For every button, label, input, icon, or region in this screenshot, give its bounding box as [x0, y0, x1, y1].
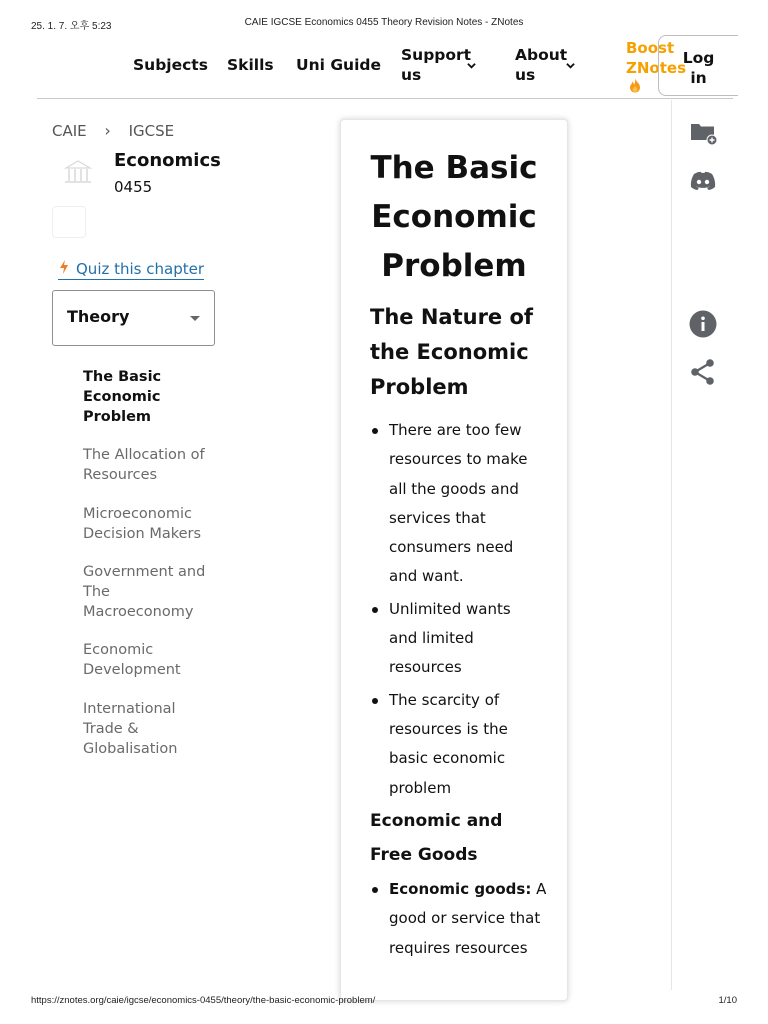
chapter-label-line: Trade & [83, 721, 139, 737]
notes-content-card [340, 119, 568, 1001]
login-button[interactable] [658, 35, 738, 96]
chapter-label-line: Problem [83, 409, 152, 425]
login-line2: in [690, 69, 707, 87]
print-title: CAIE IGCSE Economics 0455 Theory Revision Notes - ZNotes [244, 17, 524, 28]
text-line: and limited [389, 629, 474, 648]
chapter-item-government-macroeconomy[interactable] [83, 562, 213, 622]
top-nav [37, 35, 733, 99]
heading-line: Economic and [370, 811, 503, 831]
print-header [0, 17, 768, 31]
text-line: resources to make [389, 450, 528, 469]
breadcrumb-separator-icon: › [104, 121, 111, 140]
heading-line: Free Goods [370, 845, 478, 865]
bolt-icon [58, 260, 70, 274]
page-title [341, 144, 567, 291]
chapter-label-line: Macroeconomy [83, 604, 194, 620]
list-item [370, 595, 550, 683]
page-title-line: The Basic [370, 150, 538, 186]
chapter-item-allocation-of-resources[interactable] [83, 445, 213, 485]
breadcrumb [52, 121, 174, 140]
print-url: https://znotes.org/caie/igcse/economics-0455/theory/the-basic-economic-problem/ [31, 995, 376, 1006]
text-line: resources [389, 658, 462, 677]
chapter-label-line: International [83, 701, 176, 717]
print-date: 25. 1. 7. 오후 5:23 [31, 21, 112, 32]
nav-about-line2: us [515, 66, 536, 84]
page-title-line: Problem [381, 248, 527, 284]
term-label: Economic goods: [389, 880, 532, 898]
term-definition: A [531, 880, 547, 898]
caret-down-icon [190, 316, 200, 321]
subject-code: 0455 [114, 178, 153, 196]
chevron-down-icon[interactable] [467, 61, 476, 70]
subject-title: Economics [114, 150, 221, 171]
info-icon[interactable] [688, 309, 718, 339]
nav-support-line1: Support [401, 46, 472, 64]
text-line: resources is the [389, 719, 508, 738]
text-line: There are too few [389, 421, 522, 439]
text-line: requires resources [389, 938, 528, 957]
heading-line: Problem [370, 375, 469, 399]
chapter-label-line: Globalisation [83, 741, 178, 757]
text-line: consumers need [389, 538, 514, 557]
text-line: Unlimited wants [389, 599, 511, 618]
chapter-label-line: Decision Makers [83, 526, 202, 542]
nav-subjects[interactable]: Subjects [133, 56, 208, 74]
text-line [389, 875, 550, 904]
chapter-label-line: Economic [83, 642, 154, 658]
section-dropdown-value: Theory [67, 307, 130, 326]
fire-icon [629, 78, 641, 93]
text-line: basic economic [389, 749, 506, 768]
boost-line2: ZNotes [626, 59, 687, 77]
section-heading-nature [370, 300, 550, 405]
text-line: problem [389, 778, 452, 797]
share-icon[interactable] [688, 357, 718, 387]
list-item [370, 686, 550, 803]
chapter-label-line: Government and [83, 564, 206, 580]
chapter-label-line: Resources [83, 467, 158, 483]
section-dropdown[interactable] [52, 290, 215, 346]
text-line: all the goods and [389, 479, 519, 498]
page-title-line: Economic [371, 199, 537, 235]
breadcrumb-caie[interactable]: CAIE [52, 122, 87, 140]
subject-extra-box [52, 206, 86, 238]
bullet-list-goods [370, 875, 550, 963]
chapter-item-microeconomic-decision-makers[interactable] [83, 504, 213, 544]
chapter-item-international-trade[interactable] [83, 699, 213, 759]
quiz-chapter-label: Quiz this chapter [76, 260, 205, 278]
text-line: and want. [389, 567, 464, 586]
list-item [370, 416, 550, 592]
chapter-label-line: The Basic [83, 369, 162, 385]
nav-skills[interactable]: Skills [227, 56, 274, 74]
nav-support-line2: us [401, 66, 422, 84]
economics-logo-icon [62, 158, 94, 186]
chapter-label-line: The [83, 584, 110, 600]
heading-line: the Economic [370, 340, 529, 364]
chapter-item-basic-economic-problem[interactable] [83, 367, 213, 427]
chapter-label-line: Economic [83, 389, 161, 405]
chapter-item-economic-development[interactable] [83, 640, 213, 680]
section-heading-economic-free-goods [370, 804, 550, 872]
breadcrumb-igcse[interactable]: IGCSE [128, 122, 175, 140]
print-page-number: 1/10 [718, 995, 737, 1006]
boost-line1: Boost [626, 39, 675, 57]
nav-uni-guide[interactable]: Uni Guide [296, 56, 382, 74]
nav-about-line1: About [515, 46, 568, 64]
chapter-label-line: Microeconomic [83, 506, 192, 522]
nav-support[interactable] [401, 45, 471, 85]
tool-rail [671, 100, 733, 990]
discord-icon[interactable] [688, 166, 718, 196]
add-folder-icon[interactable] [688, 117, 718, 147]
list-item [370, 875, 550, 963]
chapter-label-line: Development [83, 662, 181, 678]
heading-line: The Nature of [370, 305, 534, 329]
nav-about[interactable] [515, 45, 567, 85]
chapter-label-line: The Allocation of [83, 447, 205, 463]
text-line: services that [389, 508, 486, 527]
text-line: good or service that [389, 909, 541, 928]
chevron-down-icon[interactable] [566, 61, 575, 70]
quiz-chapter-link[interactable] [58, 260, 204, 280]
login-line1: Log [682, 49, 715, 67]
bullet-list-nature [370, 416, 550, 803]
text-line: The scarcity of [389, 690, 500, 709]
